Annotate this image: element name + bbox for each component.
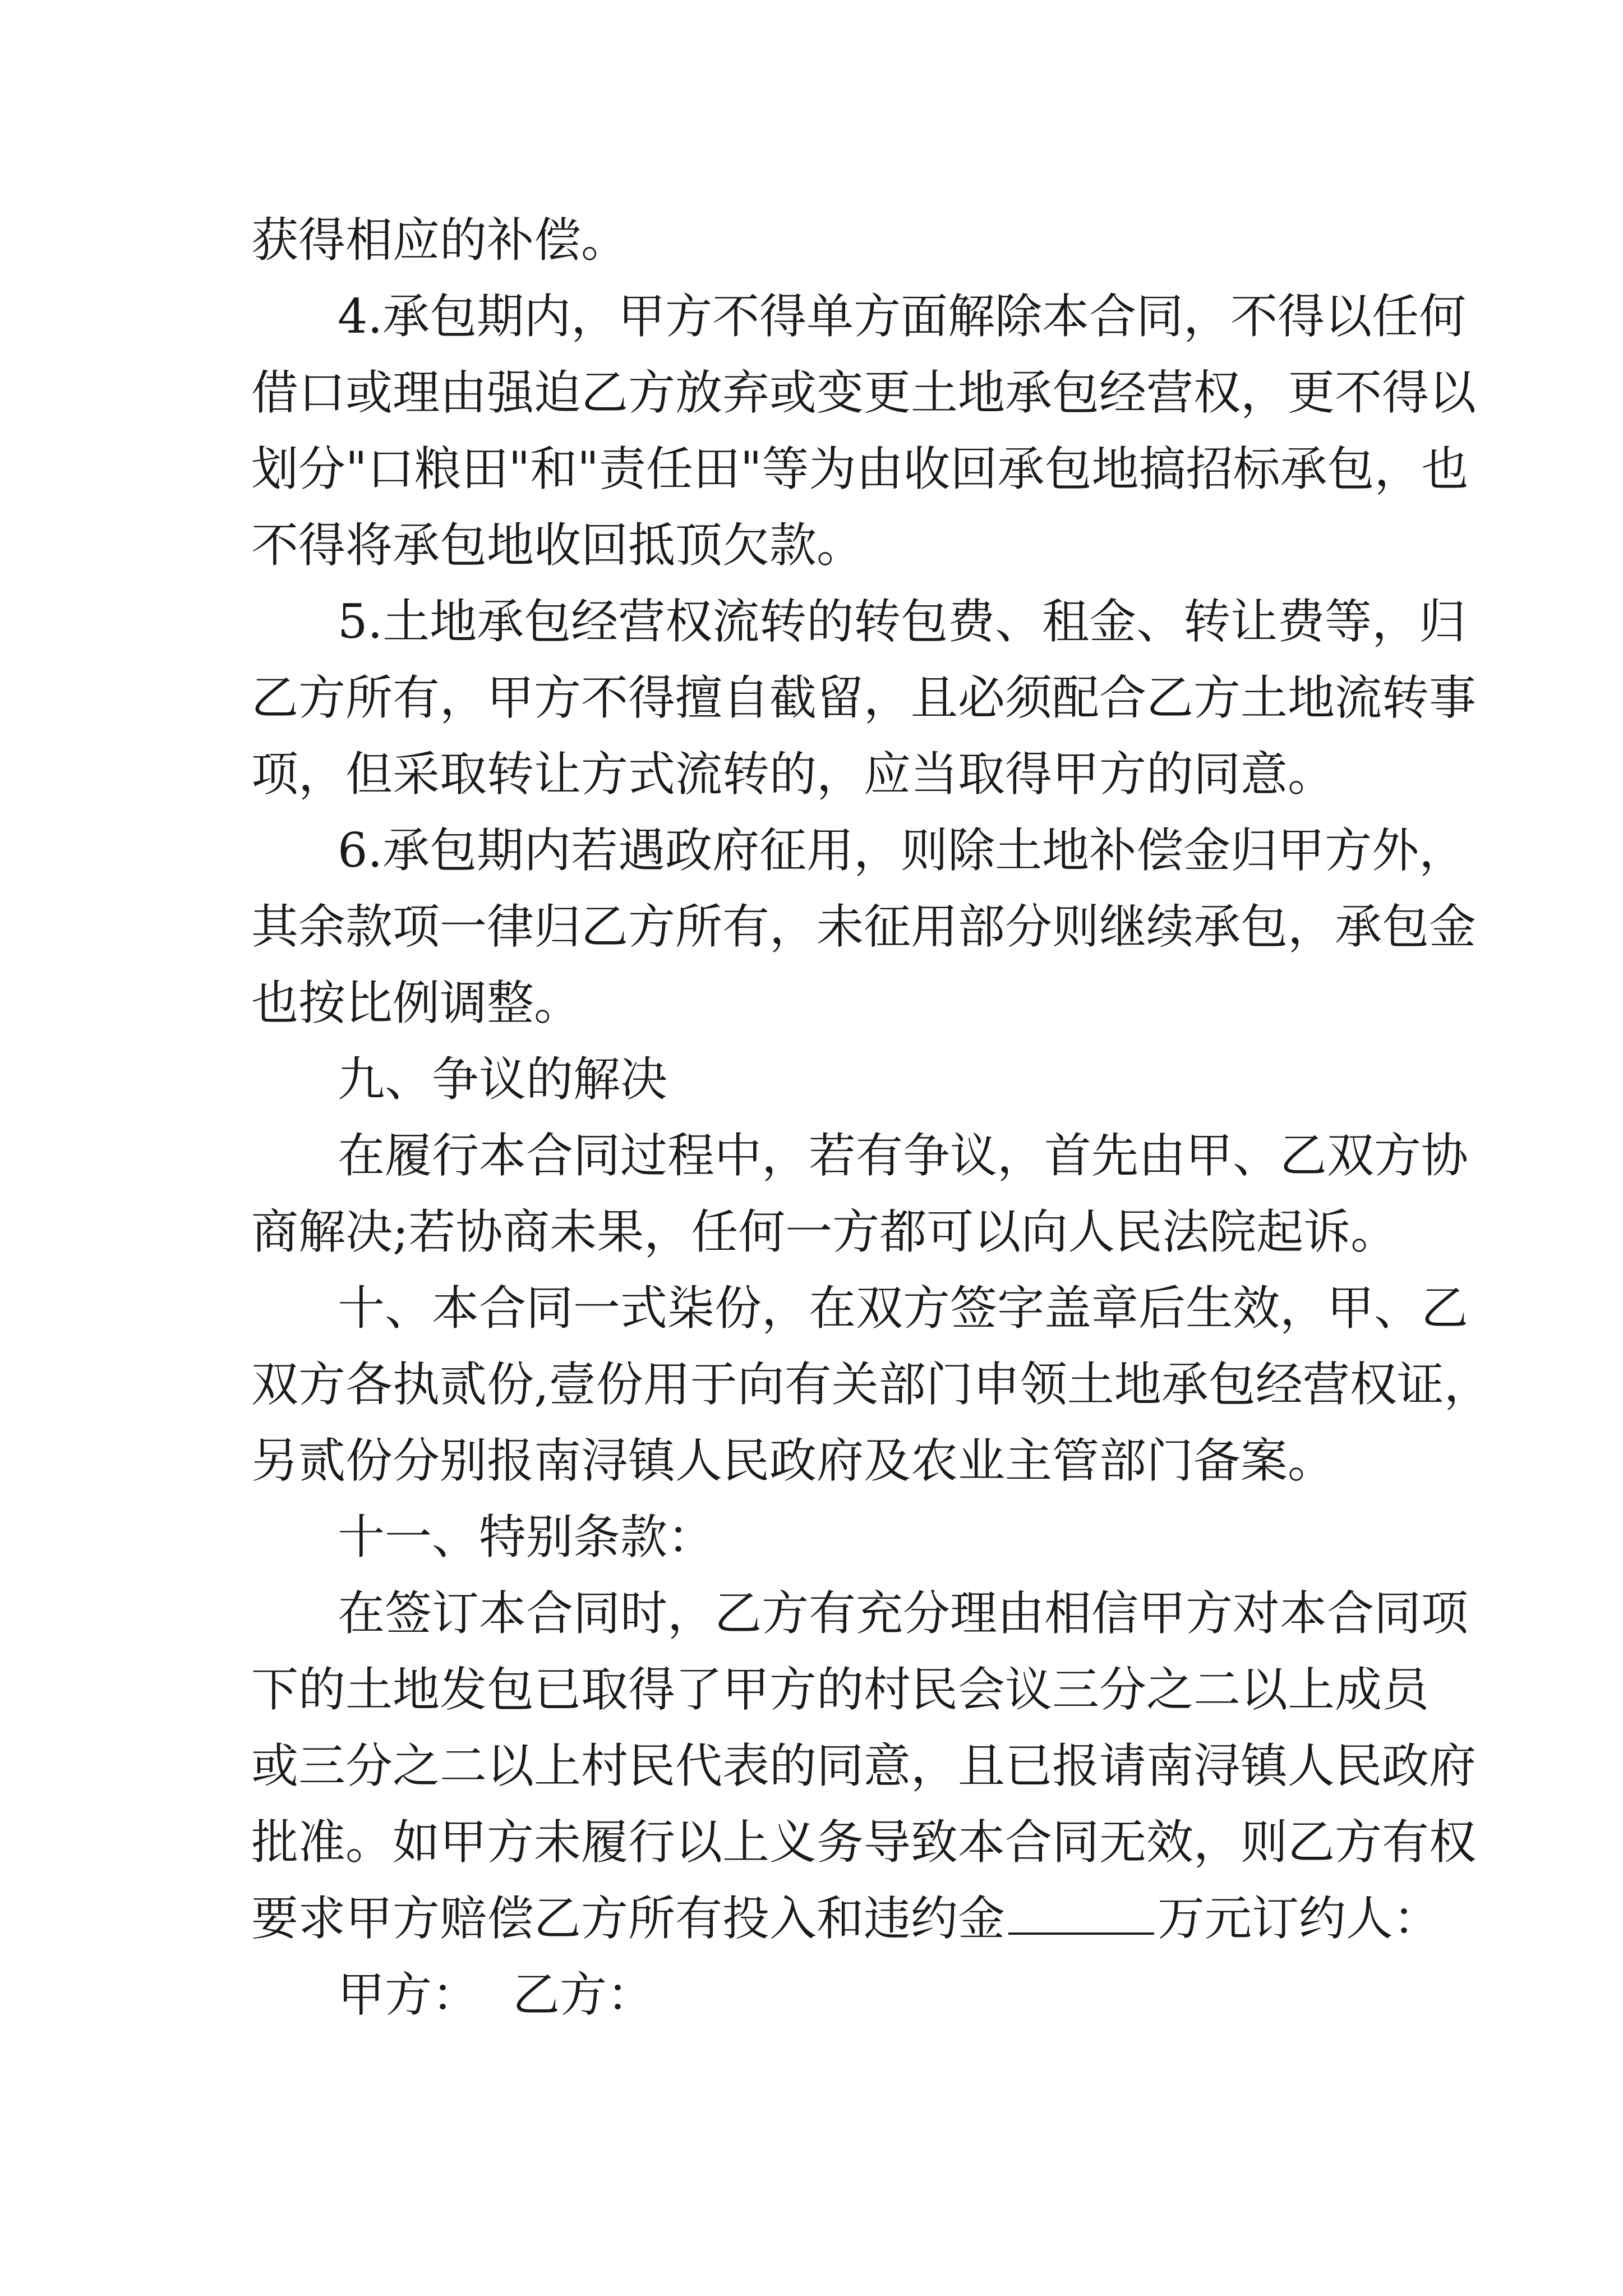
penalty-text-before: 要求甲方赔偿乙方所有投入和违约金 [251,1891,1006,1946]
contract-page [251,202,1491,2033]
text-line: 下的土地发包已取得了甲方的村民会议三分之二以上成员 [251,1662,1430,1717]
dispute-text-start: 在履行本合同过程中，若有争议，首先由甲、乙双方协 [338,1128,1469,1183]
text-line: 乙方所有，甲方不得擅自截留，且必须配合乙方土地流转事 [251,670,1477,725]
signature-row [251,1957,1390,2033]
party-a-signature-label: 甲方： [338,1967,479,2022]
clause-5-start: 5.土地承包经营权流转的转包费、租金、转让费等，归 [338,594,1467,649]
text-line: 也按比例调整。 [251,976,582,1030]
text-line: 批准。如甲方未履行以上义务导致本合同无效，则乙方有权 [251,1815,1477,1870]
special-terms-start: 在签订本合同时，乙方有充分理由相信甲方对本合同项 [338,1586,1469,1641]
text-line: 不得将承包地收回抵顶欠款。 [251,518,864,573]
text-line: 另贰份分别报南浔镇人民政府及农业主管部门备案。 [251,1433,1335,1488]
party-b-signature-label: 乙方： [513,1967,654,2022]
text-line: 获得相应的补偿。 [251,213,629,268]
text-line: 双方各执贰份,壹份用于向有关部门申领土地承包经营权证， [251,1357,1491,1412]
text-line: 划分"口粮田"和"责任田"等为由收回承包地搞招标承包，也 [251,441,1469,496]
text-line: 商解决;若协商未果，任何一方都可以向人民法院起诉。 [251,1204,1398,1259]
penalty-text-after: 万元订约人： [1158,1891,1441,1946]
section-heading-dispute: 九、争议的解决 [338,1052,668,1107]
section-ten-start: 十、本合同一式柒份，在双方签字盖章后生效，甲、乙 [338,1281,1469,1336]
penalty-line [251,1880,1441,1957]
text-line: 借口或理由强迫乙方放弃或变更土地承包经营权，更不得以 [251,365,1477,420]
clause-4-start: 4.承包期内，甲方不得单方面解除本合同，不得以任何 [338,289,1467,344]
penalty-amount-blank [1008,1893,1154,1935]
section-heading-special-terms: 十一、特别条款： [338,1510,715,1565]
clause-6-start: 6.承包期内若遇政府征用，则除土地补偿金归甲方外， [338,823,1467,878]
text-line: 项，但采取转让方式流转的，应当取得甲方的同意。 [251,747,1335,802]
text-line: 其余款项一律归乙方所有，未征用部分则继续承包，承包金 [251,899,1477,954]
text-line: 或三分之二以上村民代表的同意，且已报请南浔镇人民政府 [251,1738,1477,1793]
